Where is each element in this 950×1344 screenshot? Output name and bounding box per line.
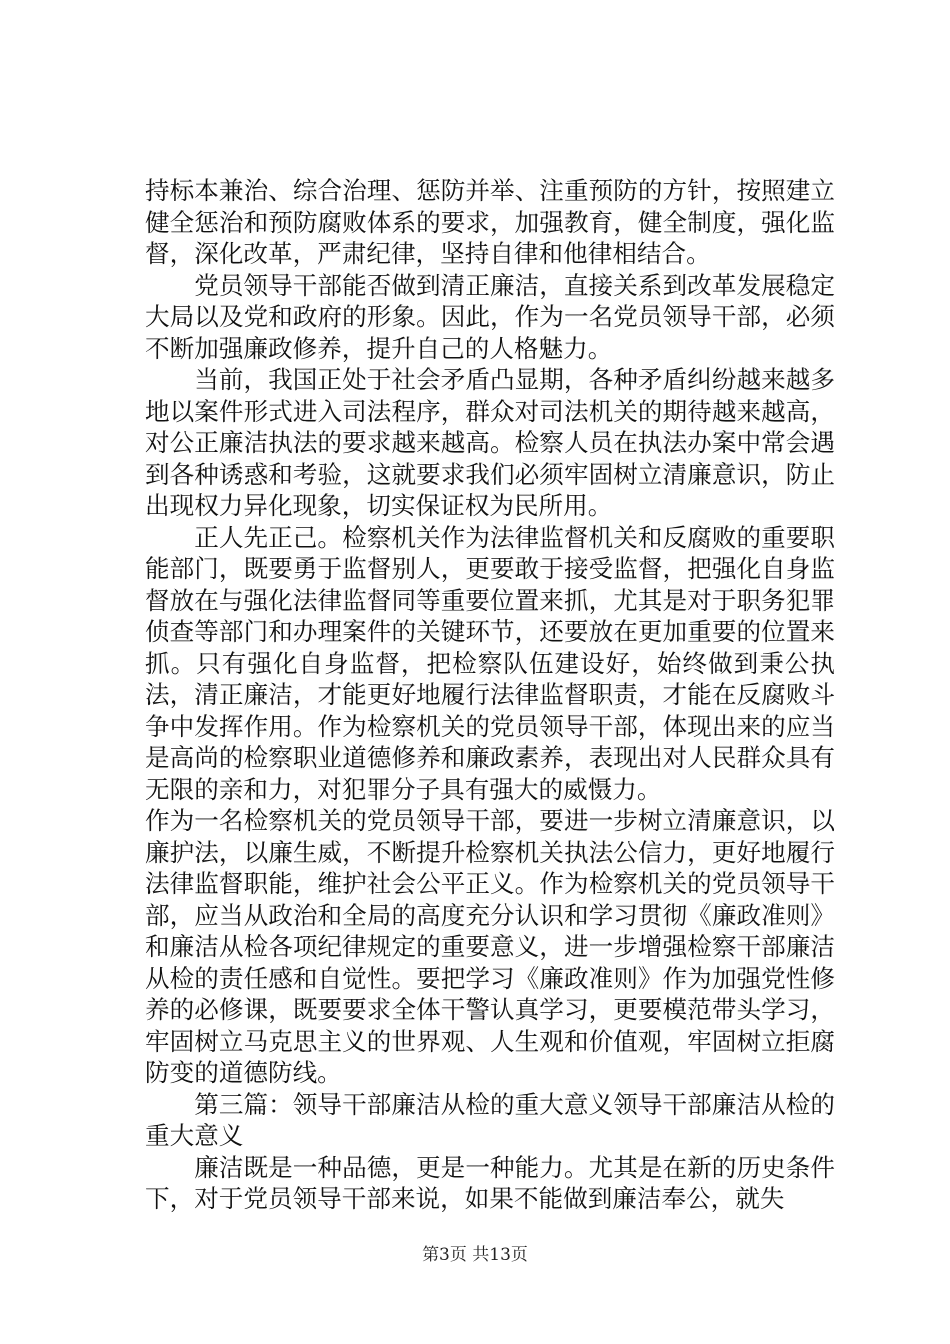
document-body: [145, 175, 835, 1215]
paragraph-3: 当前，我国正处于社会矛盾凸显期，各种矛盾纠纷越来越多地以案件形式进入司法程序，群众对司法机关的期待越来越高，对公正廉洁执法的要求越来越高。检察人员在执法办案中常会遇到各种诱惑和考验，这就要求我们必须牢固树立清廉意识，防止出现权力异化现象，切实保证权为民所用。: [145, 365, 835, 520]
paragraph-4: 正人先正己。检察机关作为法律监督机关和反腐败的重要职能部门，既要勇于监督别人，更要敢于接受监督，把强化自身监督放在与强化法律监督同等重要位置来抓，尤其是对于职务犯罪侦查等部门和办理案件的关键环节，还要放在更加重要的位置来抓。只有强化自身监督，把检察队伍建设好，始终做到秉公执法，清正廉洁，才能更好地履行法律监督职责，才能在反腐败斗争中发挥作用。作为检察机关的党员领导干部，体现出来的应当是高尚的检察职业道德修养和廉政素养，表现出对人民群众具有无限的亲和力，对犯罪分子具有强大的威慑力。: [145, 522, 835, 804]
paragraph-5: 作为一名检察机关的党员领导干部，要进一步树立清廉意识，以廉护法，以廉生威，不断提升检察机关执法公信力，更好地履行法律监督职能，维护社会公平正义。作为检察机关的党员领导干部，应当从政治和全局的高度充分认识和学习贯彻《廉政准则》和廉洁从检各项纪律规定的重要意义，进一步增强检察干部廉洁从检的责任感和自觉性。要把学习《廉政准则》作为加强党性修养的必修课，既要要求全体干警认真学习，更要模范带头学习，牢固树立马克思主义的世界观、人生观和价值观，牢固树立拒腐防变的道德防线。: [145, 806, 835, 1087]
page-number-footer: 第3页 共13页: [422, 1245, 528, 1265]
paragraph-6: 廉洁既是一种品德，更是一种能力。尤其是在新的历史条件下，对于党员领导干部来说，如果不能做到廉洁奉公，就失: [145, 1152, 835, 1213]
section-heading: 第三篇：领导干部廉洁从检的重大意义领导干部廉洁从检的重大意义: [145, 1089, 835, 1150]
paragraph-2: 党员领导干部能否做到清正廉洁，直接关系到改革发展稳定大局以及党和政府的形象。因此，作为一名党员领导干部，必须不断加强廉政修养，提升自己的人格魅力。: [145, 270, 835, 363]
paragraph-1: 持标本兼治、综合治理、惩防并举、注重预防的方针，按照建立健全惩治和预防腐败体系的要求，加强教育，健全制度，强化监督，深化改革，严肃纪律，坚持自律和他律相结合。: [145, 176, 835, 268]
